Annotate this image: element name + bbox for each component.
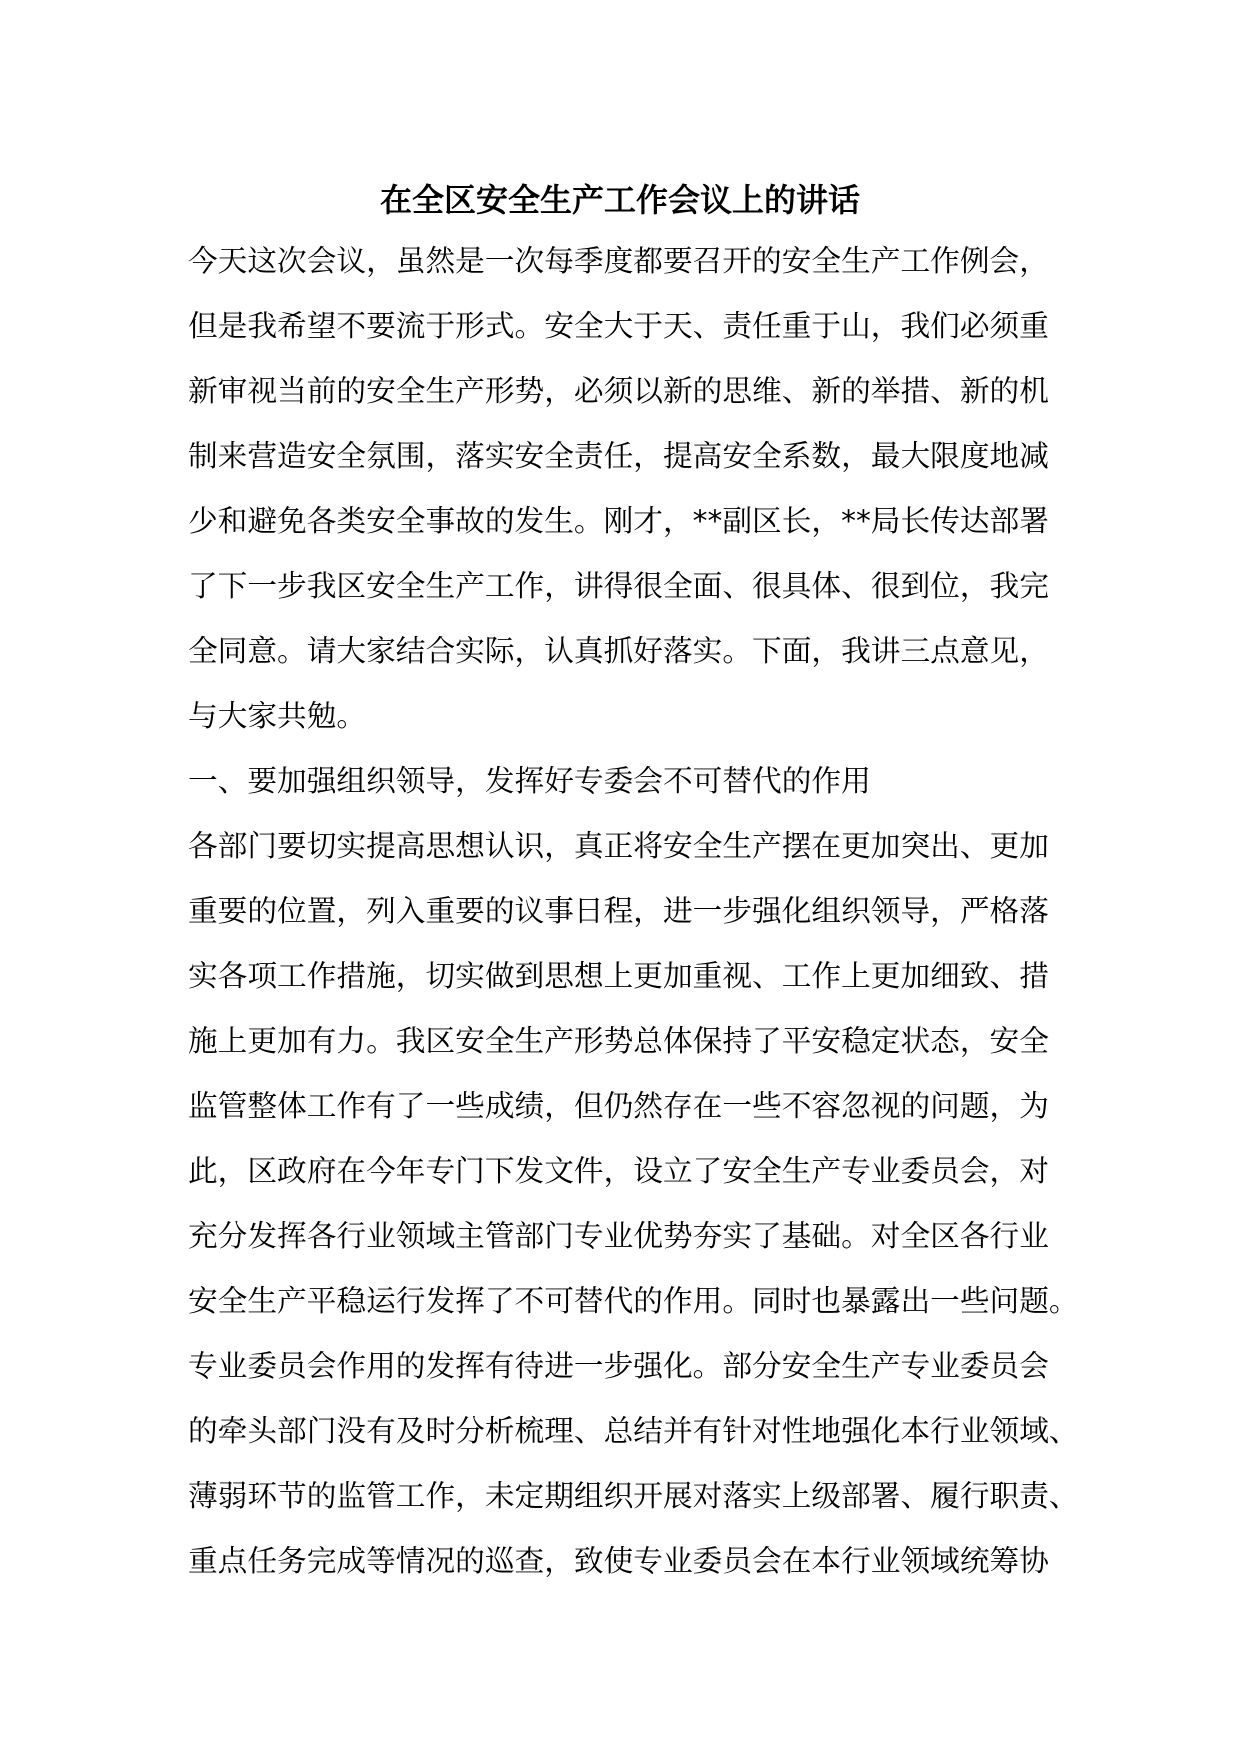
document-title: 在全区安全生产工作会议上的讲话	[379, 181, 860, 219]
body-line: 了下一步我区安全生产工作，讲得很全面、很具体、很到位，我完	[188, 569, 1049, 604]
body-line: 与大家共勉。	[188, 699, 367, 734]
body-line: 重点任务完成等情况的巡查，致使专业委员会在本行业领域统筹协	[188, 1544, 1049, 1579]
document-body	[188, 229, 1088, 1594]
body-line: 少和避免各类安全事故的发生。刚才，**副区长，**局长传达部署	[188, 504, 1049, 539]
body-line: 的牵头部门没有及时分析梳理、总结并有针对性地强化本行业领域、	[188, 1414, 1079, 1449]
body-line: 安全生产平稳运行发挥了不可替代的作用。同时也暴露出一些问题。	[188, 1284, 1079, 1319]
body-line: 监管整体工作有了一些成绩，但仍然存在一些不容忽视的问题，为	[188, 1089, 1049, 1124]
body-line: 新审视当前的安全生产形势，必须以新的思维、新的举措、新的机	[188, 374, 1049, 409]
body-line: 今天这次会议，虽然是一次每季度都要召开的安全生产工作例会，	[188, 244, 1049, 279]
body-line: 各部门要切实提高思想认识，真正将安全生产摆在更加突出、更加	[188, 829, 1049, 864]
body-line: 此，区政府在今年专门下发文件，设立了安全生产专业委员会，对	[188, 1154, 1049, 1189]
body-line: 专业委员会作用的发挥有待进一步强化。部分安全生产专业委员会	[188, 1349, 1049, 1384]
body-line: 重要的位置，列入重要的议事日程，进一步强化组织领导，严格落	[188, 894, 1049, 929]
body-line: 施上更加有力。我区安全生产形势总体保持了平安稳定状态，安全	[188, 1024, 1049, 1059]
body-line: 实各项工作措施，切实做到思想上更加重视、工作上更加细致、措	[188, 959, 1049, 994]
body-line: 但是我希望不要流于形式。安全大于天、责任重于山，我们必须重	[188, 309, 1049, 344]
body-line: 全同意。请大家结合实际，认真抓好落实。下面，我讲三点意见，	[188, 634, 1049, 669]
body-line: 薄弱环节的监管工作，未定期组织开展对落实上级部署、履行职责、	[188, 1479, 1079, 1514]
body-line: 制来营造安全氛围，落实安全责任，提高安全系数，最大限度地减	[188, 439, 1049, 474]
body-line: 充分发挥各行业领域主管部门专业优势夯实了基础。对全区各行业	[188, 1219, 1049, 1254]
section-heading: 一、要加强组织领导，发挥好专委会不可替代的作用	[188, 764, 871, 799]
